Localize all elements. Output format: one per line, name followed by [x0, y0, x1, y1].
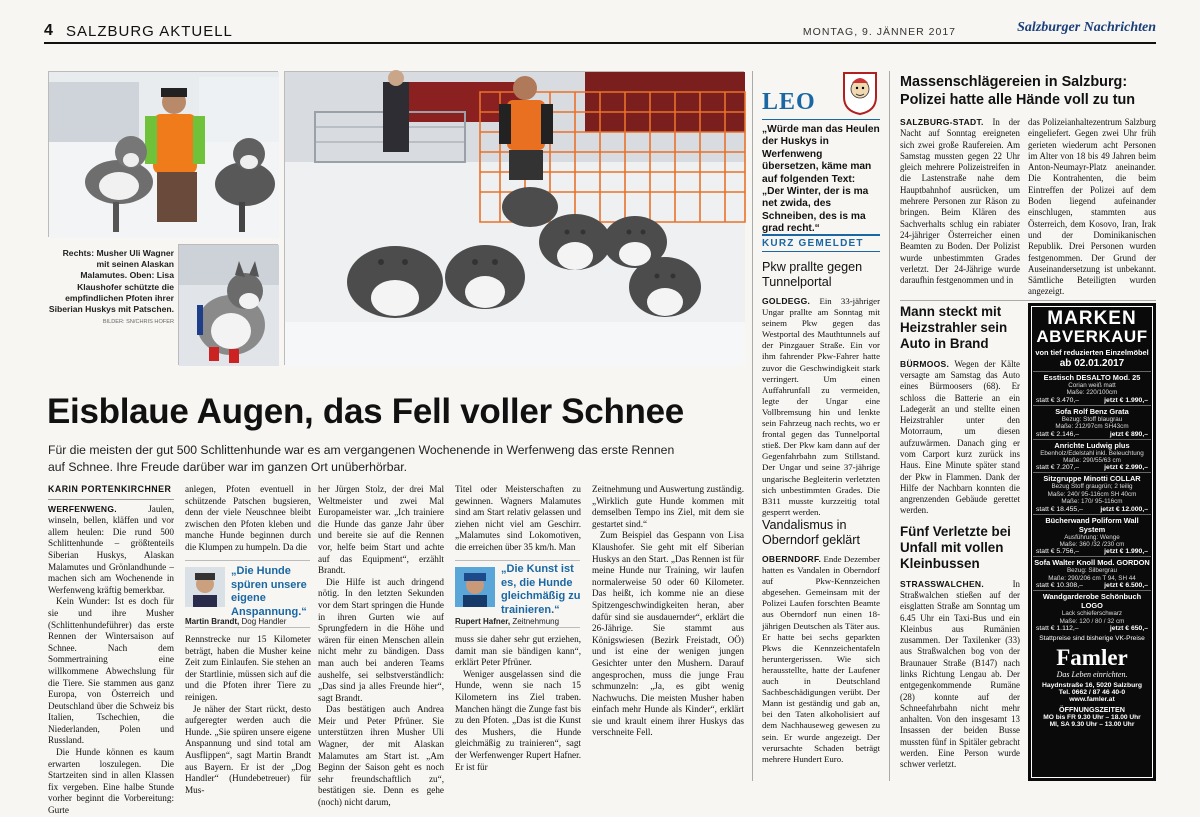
ad-product — [1033, 514, 1151, 557]
dateline: OBERNDORF. — [762, 554, 822, 564]
ad-price-row — [1033, 625, 1151, 633]
advertisement-famler[interactable] — [1028, 303, 1156, 781]
photo-credit: BILDER: SN/CHRIS HOFER — [102, 319, 174, 326]
paragraph: Rennstrecke nur 15 Kilometer beträgt, haben die Musher keine Zeit zum Einlaufen. Sie stehen an der Startlinie, müssen sich auf die und die Pfoten ihrer Tiere zu reinigen. — [185, 634, 311, 702]
ad-website-link[interactable]: www.famler.at — [1069, 696, 1115, 704]
ad-note: Stattpreise sind bisherige VK-Preise — [1039, 635, 1145, 643]
ad-address: Haydnstraße 16, 5020 Salzburg — [1041, 682, 1143, 690]
article-column-3 — [318, 484, 444, 808]
paragraph: In der Nacht auf Sonntag ereigneten sich zwei große Raufereien. Am Samstag mussten gegen 22 Uhr gleich mehrere Polizeistreifen in die Lastenstraße nahe dem Hauptbahnhof ausrücken, um mehrere Personen zur Räson zu bringen. Beim Klären des Sachverhalts schlug ein rabiater 24-jähriger Österreicher einen Beamten zu Boden. Der Polizist wurde unbestimmten Grades verletzt. Der 24-Jährige wurde daraufhin festgenommen und in — [900, 117, 1020, 286]
article-schlaegereien-col2: das Polizeianhaltezentrum Salzburg eingeliefert. Gegen zwei Uhr früh gerieten wiederum acht Personen im Alter von 18 bis 49 Jahren beim Anton-Neumayr-Platz aneinander. Die Kontrahenten, die beim Eintreffen der Polizei auf dem Boden liegend aufeinander einschlugen, stammten aus Österreich, dem Kosovo, Iran, Irak und der Dominikanischen Republik. Drei Personen wurden festgenommen. Der Grund der Auseinandersetzung ist unbekannt. Sämtliche Beteiligten wurden angezeigt. — [1028, 117, 1156, 297]
ad-product — [1033, 371, 1151, 405]
paragraph: her Jürgen Stolz, der drei Mal Weltmeister und zwei Mal Europameister war. „Ich trainiere die Hunde das ganze Jahr über und bereite sie auf die Rennen vor, helfe beim Start und achte auf das Equipment“, erzählt Brandt. — [318, 484, 444, 576]
ad-product — [1033, 472, 1151, 513]
ad-price-row — [1033, 582, 1151, 590]
photo-husky-booties — [178, 244, 278, 365]
paragraph: In Straßwalchen stießen auf der eisglatten Straße am Sonntag um 6.45 Uhr ein Taxi-Bus und ein Kleinbus aus Rumänien zusammen. Der Taxilenker (33) aus Straßwalchen bog von der Braunauer Straße (B147) nach links Richtung Lengau ab. Der entgegenkommende Rumäne (28) konnte auf der Schneefahrbahn nicht mehr anhalten. Von den insgesamt 13 Insassen der beiden Busse mussten fünf in Spitäler gebracht werden. Eine Person wurde schwer verletzt. — [900, 578, 1020, 770]
paragraph: Weniger ausgelassen sind die Hunde, wenn sie nach 15 Kilometern ins Ziel traben. Manchen hängt die Zunge fast bis zu den Pfoten. „Das ist die Kunst des Mushers, die Hunde gleichmäßig zu trainieren“, sagt der Werfenwenger Rupert Hafner. Er ist für — [455, 668, 581, 772]
ad-product-name: Anrichte Ludwig plus — [1054, 440, 1130, 450]
new-price: jetzt € 1.990,– — [1104, 396, 1148, 404]
ad-product-name: Wandgarderobe Schönbuch LOGO — [1042, 592, 1142, 611]
paragraph: Titel oder Meisterschaften zu gewinnen. Wagners Malamutes sind am Start relativ gelassen und ziehen nicht viel am Geschirr. „Malamutes sind Lokomotiven, die erreichen über 35 km/h. Man — [455, 484, 581, 552]
old-price: statt € 2.146,– — [1036, 430, 1080, 438]
new-price: jetzt € 1.990,– — [1104, 548, 1148, 556]
new-price: jetzt € 890,– — [1109, 430, 1148, 438]
new-price: jetzt € 6.500,– — [1104, 582, 1148, 590]
ad-hours-2: MI, SA 9.30 Uhr – 13.00 Uhr — [1049, 721, 1135, 729]
kurz-gemeldet-label: KURZ GEMELDET — [762, 234, 880, 252]
old-price: statt € 10.308,– — [1036, 582, 1083, 590]
quote-box-hafner — [455, 560, 580, 628]
ad-hours-1: MO bis FR 9.30 Uhr – 18.00 Uhr — [1043, 714, 1141, 722]
paragraph: Die Hunde können es kaum erwarten loszulegen. Die Startzeiten sind in allen Klassen fix vergeben. Eine halbe Stunde vorher beginnt die Vorbereitung: Gurte — [48, 747, 174, 816]
paragraph: Kein Wunder: Ist es doch für sie und ihre Musher (Schlittenhundeführer) das erste Rennen der Wintersaison auf Schnee. Nach dem Sommertraining eine willkommene Abwechslung für die Tiere. Sie stammen aus ganz Europa, von Österreich und Deutschland über die Schweiz bis Italien, Tschechien, die Niederlanden, Polen und Russland. — [48, 596, 174, 746]
paragraph: muss sie daher sehr gut erziehen, damit man sie bändigen kann“, erklärt Peter Pfrüner. — [455, 634, 581, 668]
old-price: statt € 18.455,– — [1036, 505, 1083, 513]
leo-text: „Würde man das Heulen der Huskys in Werfenweng übersetzen, käme man auf folgenden Text: „Der Winter, der is ma net zwida, des Schneiben, des is ma grad recht.“ — [762, 124, 880, 235]
ad-product-desc: Corian weiß matt Maße: 220/100cm — [1066, 382, 1118, 397]
old-price: statt € 5.756,– — [1036, 548, 1080, 556]
column-divider — [752, 71, 753, 781]
brief-vandalismus — [762, 518, 880, 789]
ad-product-name: Sofa Rolf Benz Grata — [1055, 406, 1129, 416]
ad-product — [1033, 556, 1151, 590]
article-column-2-bottom — [185, 634, 311, 795]
ad-product-desc: Ausführung: Wenge Maße: 360 /32 /230 cm — [1059, 533, 1125, 549]
brief-text: Ende Dezember hatten es Vandalen in Oberndorf auf Pkw-Kennzeichen abgesehen. Gemeinsam mit der Polizei Laufen forschten Beamte aus Oberndorf nun einen 18-jährigen Deutschen als Täter aus. Er hatte bei sechs geparkten Pkws die Kennzeichentafeln heruntergerissen. Wie sich herausstellte, hatte der Laufener auch in Deutschland Sachbeschädigungen verübt. Der Mann ist geständig und gab an, bei den Taten alkoholisiert auf dem Nachhauseweg gewesen zu sein. Er wurde angezeigt. Der verursachte Schaden beträgt mehrere Hundert Euro. — [762, 554, 881, 764]
paragraph: Jaulen, winseln, bellen, kläffen und vor allem heulen: Die rund 500 Schlittenhunde – größtenteils Siberian Huskys, Alaskan Malamutes und Grönlandhunde – machen sich am Wochenende in Werfenweng kräftig bemerkbar. — [48, 503, 174, 595]
ad-product — [1033, 439, 1151, 473]
ad-product-name: Esstisch DESALTO Mod. 25 — [1043, 373, 1141, 382]
dateline: SALZBURG-STADT. — [900, 117, 984, 127]
caption-text: Rechts: Musher Uli Wagner mit seinen Alaskan Malamutes. Oben: Lisa Klaushofer schützte die empfindlichen Pfoten ihrer Siberian Huskys mit Patschen. — [48, 248, 174, 315]
article-column-5 — [592, 484, 744, 784]
avatar-hafner — [455, 567, 495, 607]
article-column-4-top — [455, 484, 581, 559]
ad-price-row — [1033, 464, 1151, 472]
new-price: jetzt € 2.990,– — [1104, 464, 1148, 472]
ad-product — [1033, 405, 1151, 439]
ad-hours-title: ÖFFNUNGSZEITEN — [1059, 705, 1125, 715]
photo-sled-team — [284, 71, 744, 365]
ad-brand-logo: Famler — [1056, 645, 1128, 671]
dateline: WERFENWENG. — [48, 503, 117, 514]
quote-source: Rupert Hafner, Zeitnehmung — [455, 617, 560, 626]
ad-phone: Tel. 0662 / 87 46 40-0 — [1058, 689, 1126, 697]
photo-caption — [48, 248, 174, 368]
brief-title: Vandalismus in Oberndorf geklärt — [762, 518, 861, 547]
section-title: SALZBURG AKTUELL — [66, 23, 233, 40]
old-price: statt € 1.112,– — [1036, 625, 1079, 633]
dateline: STRASSWALCHEN. — [900, 578, 985, 589]
ad-subtitle: von tief reduzierten Einzelmöbel — [1035, 348, 1149, 357]
page-header — [44, 16, 1156, 44]
article-column-2-top — [185, 484, 311, 559]
quote-source: Martin Brandt, Dog Handler — [185, 617, 287, 626]
dateline: BÜRMOOS. — [900, 358, 950, 369]
brief-text: Ein 33-jähriger Ungar prallte am Sonntag mit seinem Pkw gegen das Westportal des Mauthtunnels auf der Pinzgauer Straße. Ein vor ihm fahrender Pkw-Fahrer hatte zuvor die Geschwindigkeit stark verringert. Um einen Auffahrunfall zu vermeiden, legte der Ungar eine Vollbremsung hin und lenkte sein Fahrzeug nach rechts, wo er frontal gegen das Tunnelportal stieß. Der Pkw kam dann auf der Gegenfahrbahn zum Stillstand. Der Ungar und seine 37-jährige ungarische Begleiterin verletzten sich unbestimmten Grades. Die B311 musste kurzzeitig total gesperrt werden. — [762, 296, 881, 517]
ad-product-desc: Bezug: Silbergrau Maße: 290/206 cm T 94, SH 44 — [1048, 567, 1136, 582]
ad-slogan: Das Leben einrichten. — [1056, 670, 1128, 680]
photo-musher-huskies — [48, 71, 278, 237]
ad-product-desc: Lack schieferschwarz Maße: 120 / 80 / 32 cm — [1059, 610, 1125, 625]
column-divider — [889, 71, 890, 781]
ad-product-desc: Bezug: Stoff blaugrau Maße: 212/97cm SH43cm — [1055, 415, 1129, 431]
avatar-brandt — [185, 567, 225, 607]
ad-product-name: Bücherwand Poliform Wall System — [1045, 515, 1139, 534]
paragraph: Je näher der Start rückt, desto aufgeregter werden auch die Hunde. „Sie spüren unsere eigene Anspannung und sind total am Ausflippen“, sagt Martin Brandt aus Bayern. Er ist der „Dog Handler“ (Hundebetreuer) für Mus- — [185, 703, 311, 795]
quote-box-brandt — [185, 560, 310, 628]
article-column-1 — [48, 484, 174, 816]
article-title: Mann steckt mit Heizstrahler sein Auto in Brand — [900, 304, 1008, 352]
old-price: statt € 7.207,– — [1036, 464, 1080, 472]
issue-date: MONTAG, 9. JÄNNER 2017 — [802, 26, 956, 38]
ad-title-1: MARKEN — [1047, 308, 1137, 329]
ad-price-row — [1033, 548, 1151, 556]
ad-product-name: Sitzgruppe Minotti COLLAR — [1043, 474, 1141, 484]
article-title-schlaegereien: Massenschlägereien in Salzburg: Polizei hatte alle Hände voll zu tun — [900, 74, 1136, 108]
paragraph: Zum Beispiel das Gespann von Lisa Klaushofer. Sie geht mit elf Siberian Huskys an den Start. „Das Rennen ist für meine Hunde nur Training, wir laufen normalerweise 50 oder 60 Kilometer. Das heißt, ich komme nie an diese Spitzengeschwindigkeiten heran, aber dafür sind sie ausdauernder“, erklärt die 26-Jährige. Sie stammt aus Königswiesen (Bezirk Freistadt, OÖ) und ist eine der wenigen jungen Gesichter unter den Mushern. Darauf angesprochen, muss die junge Frau schmunzeln: „Ja, es gibt wenig Nachwuchs. Die meisten Musher haben einfach mehr Hunde als Kinder“, erklärt sie und krault einem ihrer Huskys das verschneite Fell. — [592, 530, 744, 738]
quote-text: „Die Kunst ist es, die Hunde gleichmäßig zu trainieren.“ — [501, 563, 581, 616]
paragraph: Das bestätigen auch Andrea Meir und Peter Pfrüner. Sie unterstützen ihren Musher Uli Wagner, der mit Alaskan Malamutes am Start ist. „Am Beginn der Saison geht es noch sehr freundschaftlich zu“, bestätigen sie. Denn es gehe (noch) nicht darum, — [318, 704, 444, 808]
newspaper-logo: Salzburger Nachrichten — [1017, 20, 1156, 35]
ad-price-row — [1033, 431, 1151, 439]
old-price: statt € 3.470,– — [1036, 396, 1080, 404]
ad-product-desc: Bezug Stoff graugrün; 2 teilig Maße: 240/ 95-116cm SH 40cm Maße: 170/ 95-116cm — [1047, 483, 1137, 506]
article-schlaegereien-col1 — [900, 117, 1020, 297]
ad-product — [1033, 590, 1151, 633]
ad-product-list — [1028, 371, 1156, 633]
main-deck: Für die meisten der gut 500 Schlittenhunde war es am vergangenen Wochenende in Werfenweng das erste Rennen auf Schnee. Ihre Freude darüber war im ganzen Ort unüberhörbar. — [48, 443, 675, 474]
new-price: jetzt € 650,– — [1109, 625, 1148, 633]
brief-title: Pkw prallte gegen Tunnelportal — [762, 260, 863, 289]
article-heizstrahler — [900, 304, 1020, 516]
article-title: Fünf Verletzte bei Unfall mit vollen Kleinbussen — [900, 524, 1011, 572]
main-headline: Eisblaue Augen, das Fell voller Schnee — [47, 392, 684, 431]
leo-label: LEO — [762, 89, 816, 115]
page-number: 4 — [44, 22, 53, 39]
ad-product-desc: Ebenholz/Edelstahl inkl. Beleuchtung Maße: 290/55/63 cm — [1040, 449, 1144, 465]
brief-tunnel — [762, 260, 881, 517]
author-byline: KARIN PORTENKIRCHNER — [48, 484, 174, 500]
paragraph: Wegen der Kälte versagte am Samstag das Auto eines Bürmoosers (68). Er schloss die Batterie an ein Ladegerät an und stellte einen Heizstrahler unter den Motorraum, um diesen aufzuwärmen. Danach ging er vom Carport kurz zurück ins Haus. Eine Minute später stand der Pkw in Flammen. Dank der Hilfe der Nachbarn konnten die angrenzenden Gebäude gerettet werden. — [900, 358, 1020, 516]
new-price: jetzt € 12.000,– — [1100, 505, 1148, 513]
ad-product-name: Sofa Walter Knoll Mod. GORDON — [1034, 558, 1150, 568]
quote-text: „Die Hunde spüren unsere eigene Anspannung.“ — [231, 565, 307, 618]
ad-title-2: ABVERKAUF — [1036, 327, 1148, 346]
paragraph: anlegen, Pfoten eventuell in schützende Patschen bugsieren, denn der viele Neuschnee bleibt zwischen den Pfoten kleben und manche Hunde beginnen durch die Klumpen zu humpeln. Da die — [185, 484, 311, 552]
article-column-4-bottom — [455, 634, 581, 784]
paragraph: Zeitnehmung und Auswertung zuständig. „Wirklich gute Hunde kommen mit demselben Tempo ins Ziel, mit dem sie gestartet sind.“ — [592, 484, 744, 529]
ad-price-row — [1033, 397, 1151, 405]
paragraph: Die Hilfe ist auch dringend nötig. In den letzten Sekunden vor dem Start springen die Hunde in ihren Gurten wie auf Sprungfedern in die Höhe und wären für einen Menschen allein nicht mehr zu bändigen. Dass man auch bei anderen Teams aushelfe, sei selbstverständlich: „Das sind ja alles Freunde hier“, sagt Brandt. — [318, 576, 444, 703]
leo-box — [762, 71, 880, 235]
dateline: GOLDEGG. — [762, 296, 811, 306]
ad-date: ab 02.01.2017 — [1059, 358, 1125, 369]
article-kleinbusse — [900, 524, 1020, 775]
ad-price-row — [1033, 506, 1151, 514]
leo-mascot-icon — [840, 71, 880, 115]
